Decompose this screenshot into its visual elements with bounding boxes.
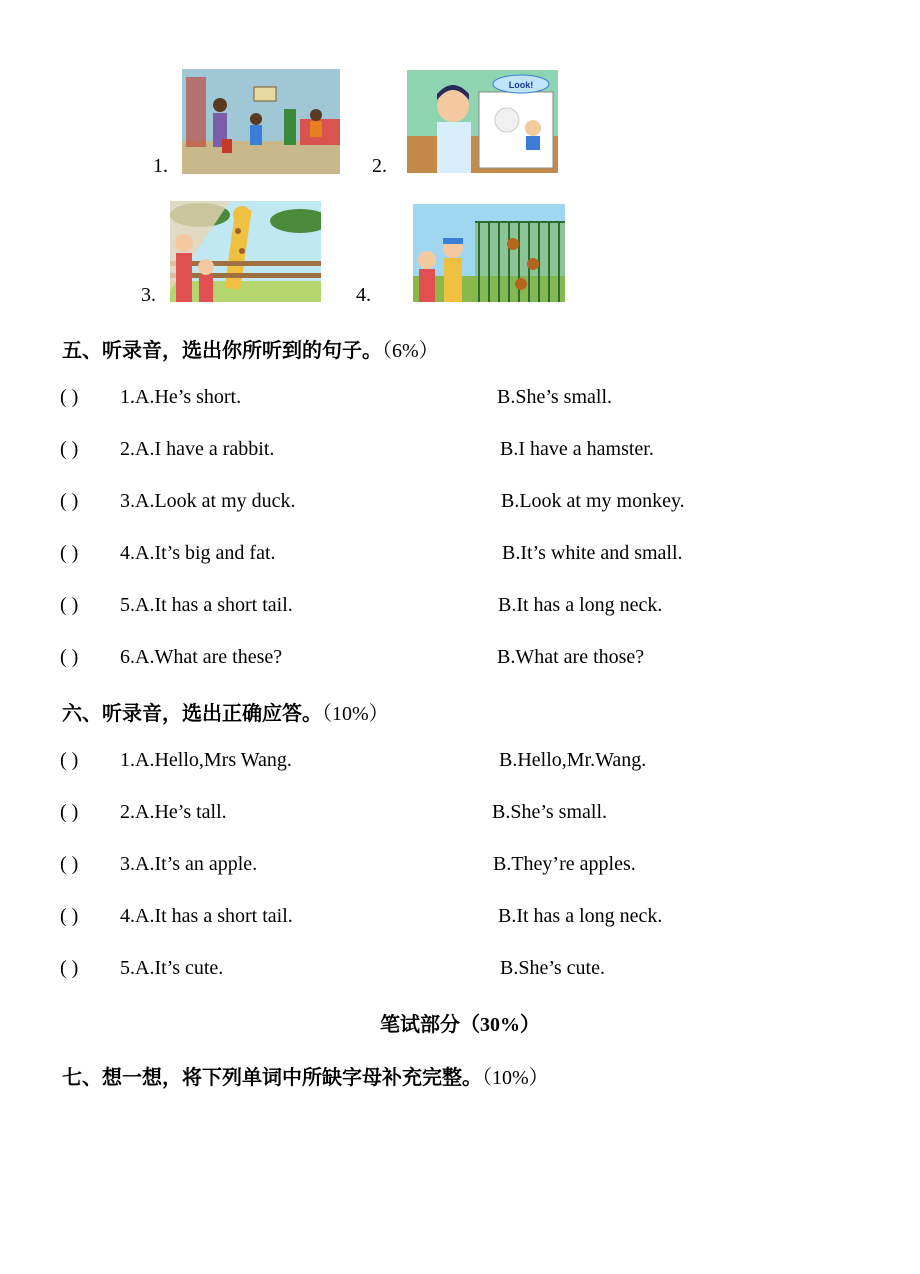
option-b: B.It has a long neck. [498, 905, 663, 927]
option-b: B.She’s small. [492, 801, 608, 823]
list-item [60, 542, 860, 572]
option-a: 5.A.It has a short tail. [120, 594, 293, 616]
family-living-room-picture [182, 69, 340, 174]
option-a: 1.A.He’s short. [120, 386, 242, 408]
option-a: 4.A.It’s big and fat. [120, 542, 276, 564]
list-item [60, 386, 860, 416]
boy-showing-photo-picture [407, 70, 558, 173]
option-a: 5.A.It’s cute. [120, 957, 224, 979]
section5-heading [62, 334, 439, 363]
picture-number-3: 3. [141, 284, 156, 306]
section5-percent: （6%） [382, 340, 439, 362]
answer-blank[interactable]: ( ) [60, 853, 79, 875]
section6-title: 六、听录音，选出正确应答。 [62, 703, 322, 725]
answer-blank[interactable]: ( ) [60, 646, 79, 668]
option-a: 4.A.It has a short tail. [120, 905, 293, 927]
option-b: B.It has a long neck. [498, 594, 663, 616]
option-a: 3.A.It’s an apple. [120, 853, 258, 875]
list-item [60, 905, 860, 935]
answer-blank[interactable]: ( ) [60, 905, 79, 927]
list-item [60, 646, 860, 676]
option-b: B.It’s white and small. [502, 542, 683, 564]
children-monkey-cage-picture [413, 204, 565, 302]
section6-percent: （10%） [322, 703, 389, 725]
option-b: B.Hello,Mr.Wang. [499, 749, 647, 771]
option-a: 6.A.What are these? [120, 646, 283, 668]
option-b: B.What are those? [497, 646, 645, 668]
answer-blank[interactable]: ( ) [60, 594, 79, 616]
option-b: B.They’re apples. [493, 853, 636, 875]
answer-blank[interactable]: ( ) [60, 957, 79, 979]
section7-title: 七、想一想，将下列单词中所缺字母补充完整。 [62, 1067, 482, 1089]
list-item [60, 749, 860, 779]
section7-percent: （10%） [482, 1067, 549, 1089]
picture-number-4: 4. [356, 284, 371, 306]
look-bubble-text: Look! [508, 80, 534, 90]
option-a: 3.A.Look at my duck. [120, 490, 296, 512]
option-a: 1.A.Hello,Mrs Wang. [120, 749, 292, 771]
answer-blank[interactable]: ( ) [60, 490, 79, 512]
answer-blank[interactable]: ( ) [60, 386, 79, 408]
option-a: 2.A.He’s tall. [120, 801, 227, 823]
picture-number-2: 2. [372, 155, 387, 177]
answer-blank[interactable]: ( ) [60, 801, 79, 823]
picture-number-1: 1. [153, 155, 168, 177]
list-item [60, 801, 860, 831]
option-b: B.I have a hamster. [500, 438, 654, 460]
answer-blank[interactable]: ( ) [60, 438, 79, 460]
list-item [60, 594, 860, 624]
section5-title: 五、听录音，选出你所听到的句子。 [62, 340, 382, 362]
list-item [60, 957, 860, 987]
list-item [60, 490, 860, 520]
section6-heading [62, 697, 389, 726]
list-item [60, 853, 860, 883]
option-b: B.She’s cute. [500, 957, 605, 979]
answer-blank[interactable]: ( ) [60, 542, 79, 564]
option-b: B.Look at my monkey. [501, 490, 685, 512]
list-item [60, 438, 860, 468]
section7-heading [62, 1061, 549, 1090]
answer-blank[interactable]: ( ) [60, 749, 79, 771]
option-b: B.She’s small. [497, 386, 613, 408]
option-a: 2.A.I have a rabbit. [120, 438, 275, 460]
written-part-title: 笔试部分（30%） [380, 1014, 540, 1036]
children-giraffe-zoo-picture [170, 201, 321, 302]
